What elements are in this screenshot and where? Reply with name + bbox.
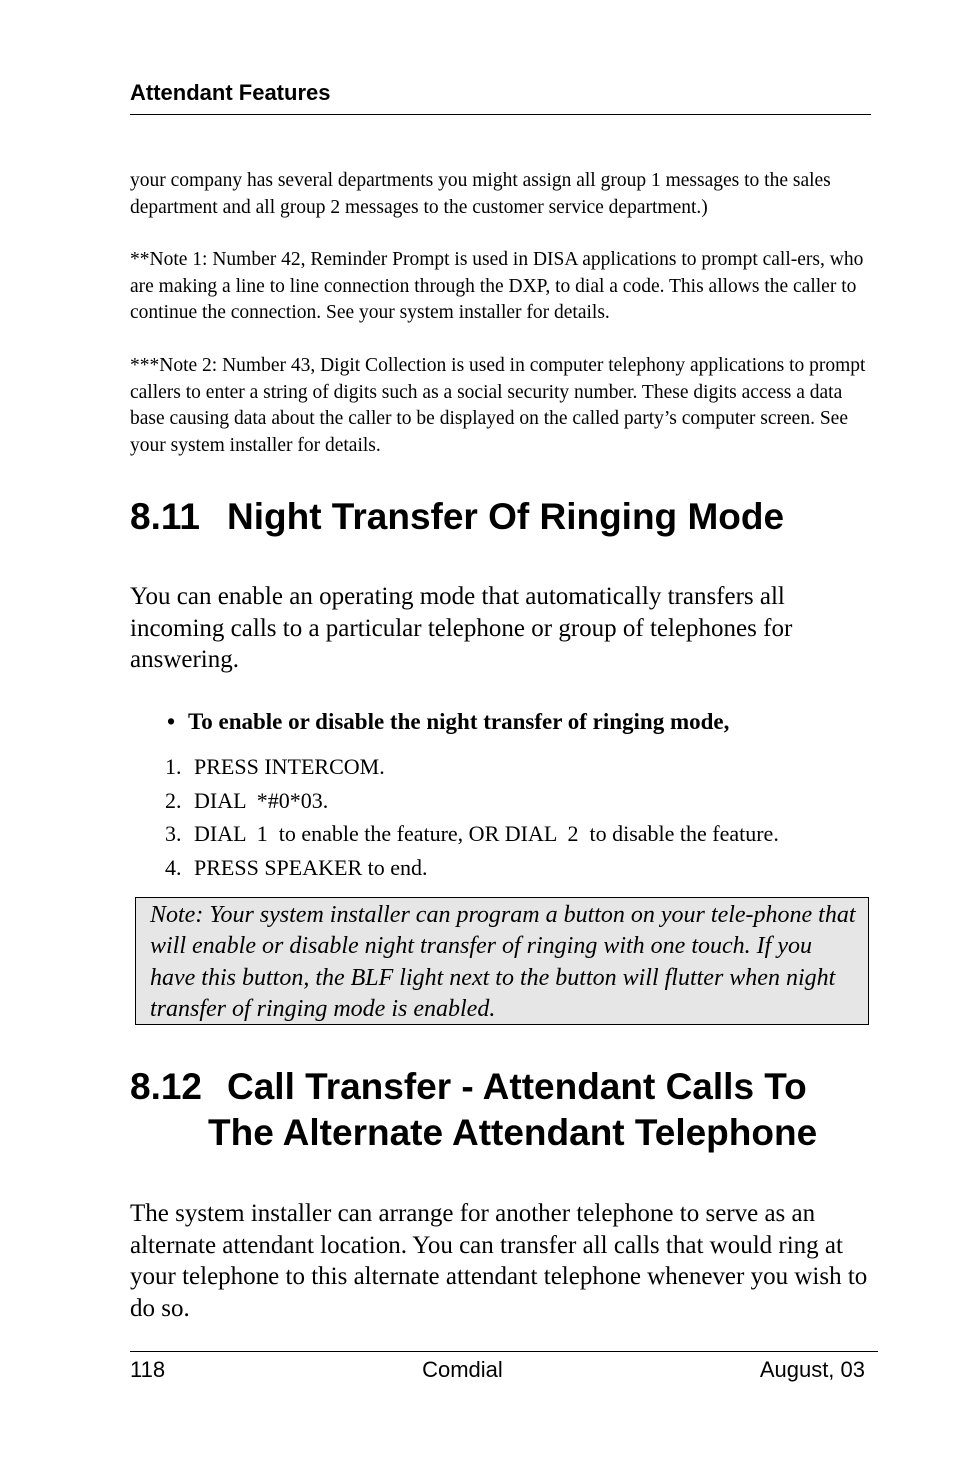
running-footer bbox=[130, 1351, 878, 1384]
footer-publisher: Comdial bbox=[422, 1357, 503, 1382]
step-number: 2. bbox=[165, 787, 182, 813]
section-title: Night Transfer Of Ringing Mode bbox=[227, 496, 785, 537]
step-text: PRESS INTERCOM. bbox=[194, 754, 385, 779]
section-8-11-heading bbox=[130, 494, 784, 540]
step-number: 3. bbox=[165, 821, 182, 846]
section-title-line-2: The Alternate Attendant Telephone bbox=[208, 1112, 818, 1153]
note-box: Note: Your system installer can program a button on your tele-phone that will enable or disable night transfer of ringing with one touch. If you have this button, the BLF light next to the button will flutter when night transfer of ringing mode is enabled. bbox=[135, 897, 869, 1025]
page-number: 118 bbox=[130, 1357, 166, 1382]
section-title-line-1: Call Transfer - Attendant Calls To bbox=[227, 1066, 807, 1107]
section-number: 8.11 bbox=[130, 496, 200, 537]
note-1-paragraph: **Note 1: Number 42, Reminder Prompt is used in DISA applications to prompt call-ers, who are making a line to line connection through the DXP, to dial a code. This allows the caller to continue the connection. See your system installer for details. bbox=[130, 249, 864, 323]
step-text: DIAL 1 to enable the feature, OR DIAL 2 to disable the feature. bbox=[194, 821, 779, 846]
section-number: 8.12 bbox=[130, 1066, 203, 1107]
list-item bbox=[165, 750, 865, 784]
bullet-icon: • bbox=[167, 709, 176, 734]
section-8-12-heading bbox=[130, 1064, 890, 1156]
footer-date: August, 03 bbox=[759, 1357, 865, 1382]
step-text: PRESS SPEAKER to end. bbox=[194, 854, 428, 880]
section-8-11-intro: You can enable an operating mode that automatically transfers all incoming calls to a particular telephone or group of telephones for answering. bbox=[130, 583, 793, 673]
step-number: 1. bbox=[165, 754, 182, 779]
section-8-12-intro: The system installer can arrange for another telephone to serve as an alternate attendant location. You can transfer all calls that would ring at your telephone to this alternate attendant telephone whenever you wish to do so. bbox=[130, 1200, 868, 1322]
procedure-steps bbox=[165, 750, 865, 884]
list-item bbox=[165, 817, 865, 851]
note-2-paragraph: ***Note 2: Number 43, Digit Collection is used in computer telephony applications to prompt callers to enter a string of digits such as a social security number. These digits access a data base causing data about the caller to be displayed on the called party’s computer screen. See your system installer for details. bbox=[130, 355, 866, 456]
procedure-title: To enable or disable the night transfer of ringing mode, bbox=[188, 709, 730, 734]
step-text: DIAL *#0*03. bbox=[194, 787, 329, 813]
continuation-paragraph: your company has several departments you might assign all group 1 messages to the sales department and all group 2 messages to the customer service department.) bbox=[130, 170, 831, 218]
step-number: 4. bbox=[165, 854, 182, 880]
procedure-bullet bbox=[167, 707, 867, 737]
list-item bbox=[165, 784, 865, 818]
running-header: Attendant Features bbox=[130, 80, 871, 115]
list-item bbox=[165, 851, 865, 885]
